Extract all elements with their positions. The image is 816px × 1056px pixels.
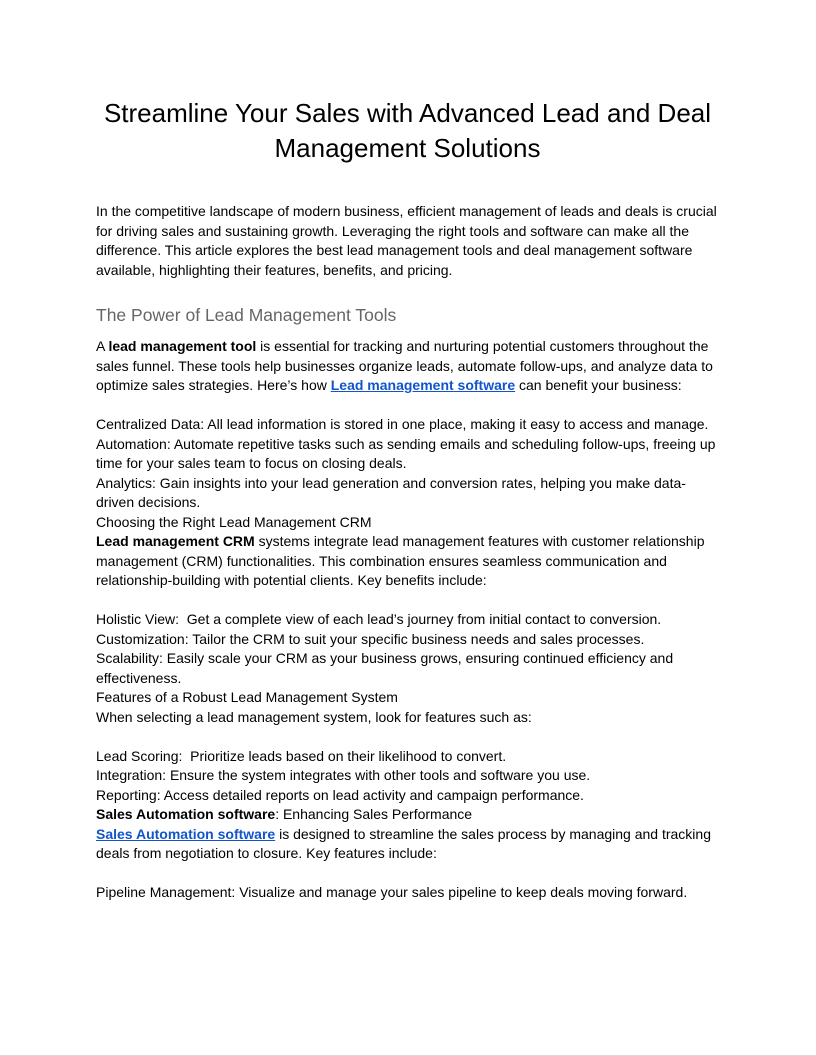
text-run: Sales Automation software	[96, 806, 276, 822]
sales-automation-software-link[interactable]: Sales Automation software	[96, 825, 276, 842]
text-run: When selecting a lead management system, look for features such as:	[96, 708, 532, 725]
paragraph	[96, 415, 719, 435]
section-heading	[96, 304, 719, 327]
text-run: Analytics: Gain insights into your lead generation and conversion rates, helping you make data-driven decisions.	[96, 474, 686, 510]
text-run: The Power of Lead Management Tools	[96, 305, 397, 325]
text-run: is designed to streamline the sales process by managing and tracking deals from negotiation to closure. Key features include:	[96, 825, 715, 861]
blank-line	[96, 864, 719, 884]
text-run: Pipeline Management: Visualize and manage your sales pipeline to keep deals moving forward.	[96, 884, 688, 900]
paragraph	[96, 532, 719, 591]
text-run: Lead management CRM	[96, 533, 255, 549]
paragraph	[96, 337, 719, 396]
document-title	[96, 96, 719, 166]
paragraph	[96, 766, 719, 786]
paragraph	[96, 883, 719, 903]
paragraph	[96, 513, 719, 533]
document-content	[96, 96, 719, 903]
text-run: A	[96, 338, 109, 354]
text-run: is essential for tracking and nurturing potential customers throughout the sales funnel. These tools help businesses organize leads, automate follow-ups, and analyze data to optimize sales strategies. Here’s how	[96, 338, 717, 393]
text-run: lead management tool	[108, 338, 257, 354]
text-run: Automation: Automate repetitive tasks such as sending emails and scheduling follow-ups, freeing up time for your sales team to focus on closing deals.	[96, 435, 720, 471]
text-run: Features of a Robust Lead Management System	[96, 689, 398, 705]
text-run: Customization: Tailor the CRM to suit your specific business needs and sales processes.	[96, 630, 645, 647]
text-run: In the competitive landscape of modern business, efficient management of leads and deals is crucial for driving sales and sustaining growth. Leveraging the right tools and software can make all the difference. This article explores the best lead management tools and deal management software available, highlighting their features, benefits, and pricing.	[96, 203, 721, 278]
text-run: systems integrate lead management features with customer relationship management (CRM) functionalities. This combination ensures seamless communication and relationship-building with potential clients. Key benefits include:	[96, 533, 709, 588]
blank-line	[96, 727, 719, 747]
blank-line	[96, 591, 719, 611]
paragraph	[96, 688, 719, 708]
blank-line	[96, 396, 719, 416]
text-run: Centralized Data: All lead information is stored in one place, making it easy to access and manage.	[96, 416, 709, 432]
paragraph	[96, 825, 719, 864]
paragraph	[96, 708, 719, 728]
text-run: Integration: Ensure the system integrates with other tools and software you use.	[96, 767, 591, 783]
text-run: Lead Scoring: Prioritize leads based on their likelihood to convert.	[96, 747, 507, 764]
paragraph	[96, 474, 719, 513]
paragraph	[96, 630, 719, 650]
paragraph	[96, 786, 719, 806]
paragraph	[96, 202, 719, 280]
lead-management-software-link[interactable]: Lead management software	[330, 377, 516, 393]
paragraph	[96, 747, 719, 767]
text-run: : Enhancing Sales Performance	[275, 806, 473, 822]
text-run: can benefit your business:	[515, 377, 682, 393]
paragraph	[96, 649, 719, 688]
paragraph	[96, 610, 719, 630]
paragraph	[96, 805, 719, 825]
text-run: Scalability: Easily scale your CRM as your business grows, ensuring continued efficiency and effectiveness.	[96, 650, 678, 686]
text-run: Choosing the Right Lead Management CRM	[96, 513, 372, 530]
text-run: Streamline Your Sales with Advanced Lead and Deal Management Solutions	[103, 98, 712, 163]
text-run: Holistic View: Get a complete view of each lead’s journey from initial contact to conversion.	[96, 611, 662, 627]
paragraph	[96, 435, 719, 474]
text-run: Reporting: Access detailed reports on lead activity and campaign performance.	[96, 786, 584, 803]
